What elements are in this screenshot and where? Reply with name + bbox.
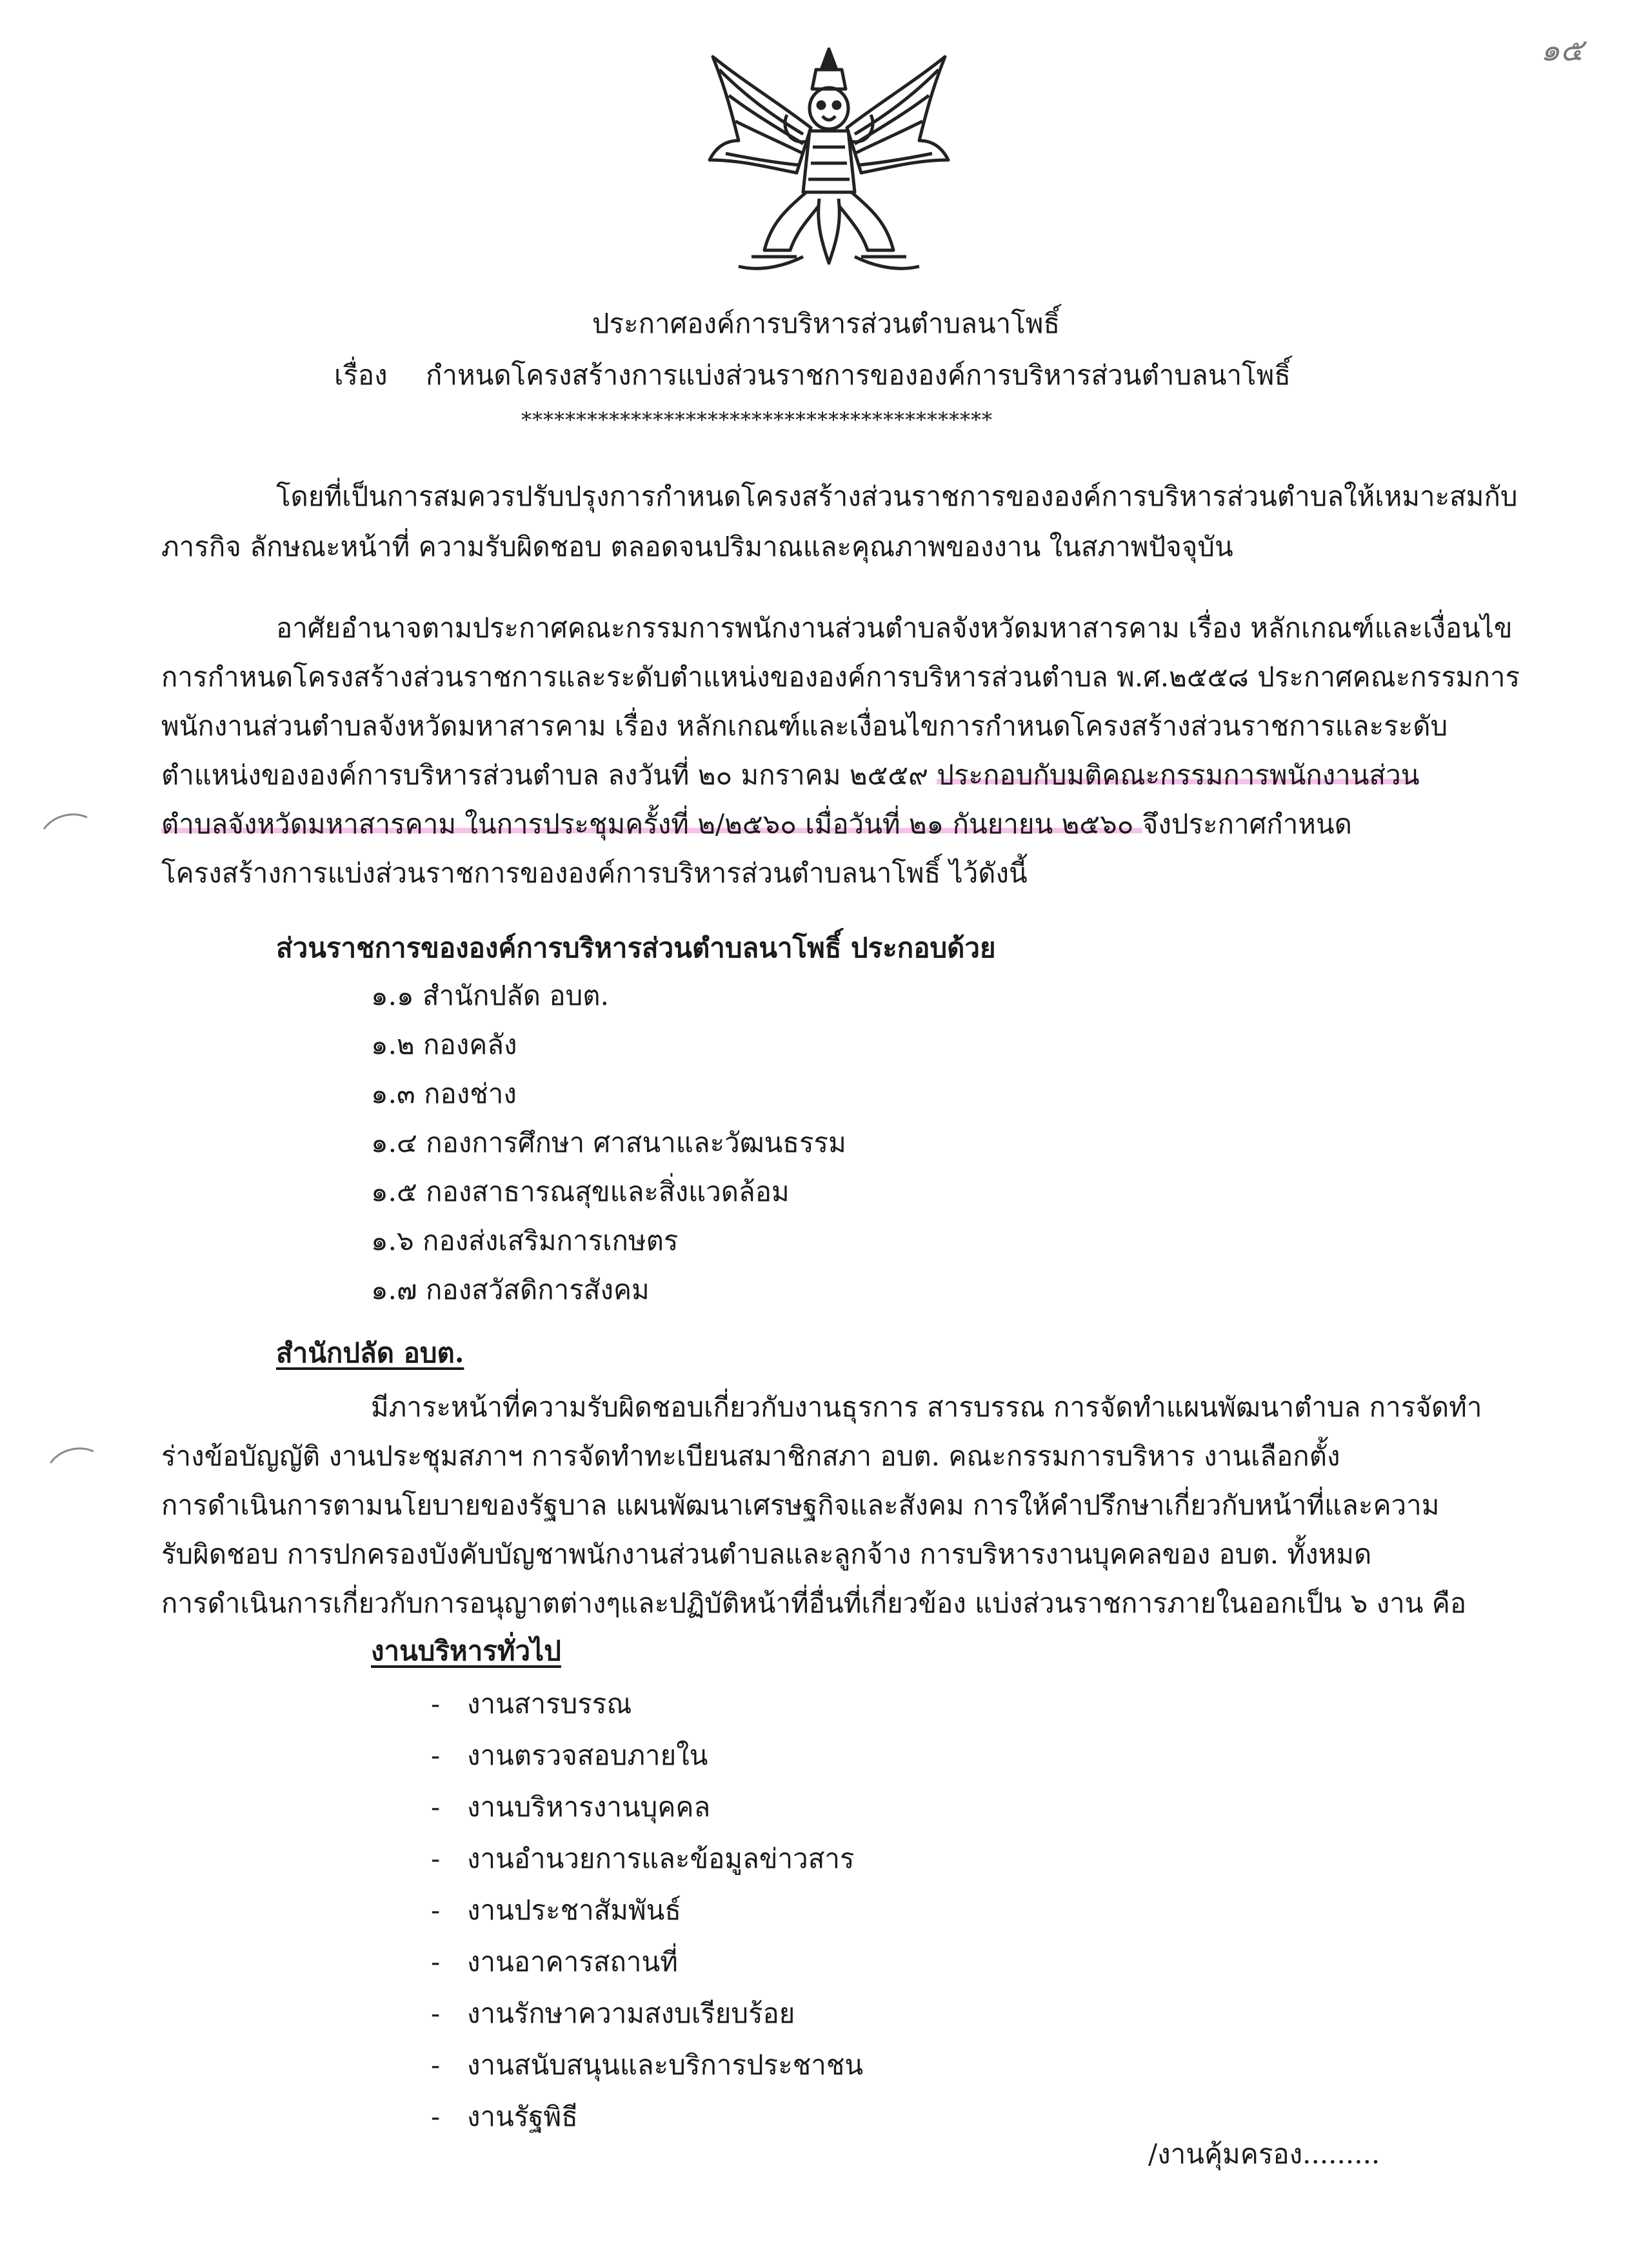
list-item bbox=[431, 1838, 863, 1890]
para2-line3: พนักงานส่วนตำบลจังหวัดมหาสารคาม เรื่อง หลักเกณฑ์และเงื่อนไขการกำหนดโครงสร้างส่วนราชการและระดับ bbox=[161, 710, 1448, 742]
para2-highlight-2: ตำบลจังหวัดมหาสารคาม ในการประชุมครั้งที่ ๒/๒๕๖๐ เมื่อวันที่ ๒๑ กันยายน ๒๕๖๐ bbox=[161, 808, 1142, 840]
list-item-label: งานสารบรรณ bbox=[467, 1688, 632, 1720]
list-item-label: งานรักษาความสงบเรียบร้อย bbox=[467, 1997, 795, 2029]
list-item-label: งานอาคารสถานที่ bbox=[467, 1946, 678, 1977]
page-number: ๑๕ bbox=[1540, 32, 1584, 68]
garuda-emblem-icon bbox=[700, 44, 958, 277]
list-item bbox=[431, 1941, 863, 1993]
list-item-label: งานตรวจสอบภายใน bbox=[467, 1740, 708, 1771]
office-line: การดำเนินการเกี่ยวกับการอนุญาตต่างๆและปฏิบัติหน้าที่อื่นที่เกี่ยวข้อง แบ่งส่วนราชการภายในออกเป็น ๖ งาน คือ bbox=[161, 1587, 1467, 1619]
para2-line5-text: จึงประกาศกำหนด bbox=[1142, 808, 1352, 840]
list-item-label: งานประชาสัมพันธ์ bbox=[467, 1894, 682, 1926]
list-item bbox=[431, 2045, 863, 2096]
divisions-list bbox=[371, 975, 846, 1318]
division-item: ๑.๒ กองคลัง bbox=[371, 1029, 517, 1060]
list-item bbox=[431, 1993, 863, 2045]
general-admin-list bbox=[431, 1683, 863, 2148]
division-item: ๑.๕ กองสาธารณสุขและสิ่งแวดล้อม bbox=[371, 1176, 790, 1207]
para2-line4 bbox=[161, 755, 1419, 796]
division-item: ๑.๑ สำนักปลัด อบต. bbox=[371, 980, 609, 1011]
margin-mark bbox=[34, 807, 106, 870]
office-line: การดำเนินการตามนโยบายของรัฐบาล แผนพัฒนาเศรษฐกิจและสังคม การให้คำปรึกษาเกี่ยวกับหน้าที่และความ bbox=[161, 1489, 1440, 1521]
list-bullet: - bbox=[431, 1894, 441, 1926]
para2-line2: การกำหนดโครงสร้างส่วนราชการและระดับตำแหน่งขององค์การบริหารส่วนตำบล พ.ศ.๒๕๕๘ ประกาศคณะกรรมการ bbox=[161, 661, 1520, 693]
division-item: ๑.๗ กองสวัสดิการสังคม bbox=[371, 1274, 650, 1305]
list-bullet: - bbox=[431, 2101, 441, 2132]
list-bullet: - bbox=[431, 2049, 441, 2081]
para2-line4-text: ตำแหน่งขององค์การบริหารส่วนตำบล ลงวันที่ ๒๐ มกราคม ๒๕๕๙ bbox=[161, 759, 937, 791]
office-line: รับผิดชอบ การปกครองบังคับบัญชาพนักงานส่วนตำบลและลูกจ้าง การบริหารงานบุคคลของ อบต. ทั้งหมด bbox=[161, 1538, 1372, 1570]
para2-highlight-1: ประกอบกับมติคณะกรรมการพนักงานส่วน bbox=[937, 759, 1420, 791]
division-item: ๑.๓ กองช่าง bbox=[371, 1078, 517, 1109]
para1-line2: ภารกิจ ลักษณะหน้าที่ ความรับผิดชอบ ตลอดจนปริมาณและคุณภาพของงาน ในสภาพปัจจุบัน bbox=[161, 531, 1233, 562]
general-admin-heading: งานบริหารทั่วไป bbox=[371, 1635, 561, 1667]
division-item: ๑.๔ กองการศึกษา ศาสนาและวัฒนธรรม bbox=[371, 1127, 846, 1158]
list-item bbox=[431, 2096, 863, 2148]
list-item-label: งานอำนวยการและข้อมูลข่าวสาร bbox=[467, 1843, 855, 1874]
list-item-label: งานสนับสนุนและบริการประชาชน bbox=[467, 2049, 864, 2081]
continuation-text: /งานคุ้มครอง......... bbox=[1148, 2138, 1380, 2170]
announcement-subject: กำหนดโครงสร้างการแบ่งส่วนราชการขององค์การบริหารส่วนตำบลนาโพธิ์ bbox=[426, 359, 1291, 391]
announcement-subject-label: เรื่อง bbox=[334, 359, 388, 391]
para2-line5 bbox=[161, 804, 1352, 845]
divisions-heading: ส่วนราชการขององค์การบริหารส่วนตำบลนาโพธิ์ ประกอบด้วย bbox=[276, 932, 996, 964]
division-item: ๑.๖ กองส่งเสริมการเกษตร bbox=[371, 1225, 679, 1256]
list-bullet: - bbox=[431, 1740, 441, 1771]
list-item bbox=[431, 1683, 863, 1735]
list-item bbox=[431, 1735, 863, 1787]
list-bullet: - bbox=[431, 1997, 441, 2029]
office-line: มีภาระหน้าที่ความรับผิดชอบเกี่ยวกับงานธุรการ สารบรรณ การจัดทำแผนพัฒนาตำบล การจัดทำ bbox=[371, 1391, 1482, 1423]
list-bullet: - bbox=[431, 1843, 441, 1874]
office-line: ร่างข้อบัญญัติ งานประชุมสภาฯ การจัดทำทะเบียนสมาชิกสภา อบต. คณะกรรมการบริหาร งานเลือกตั้ง bbox=[161, 1440, 1340, 1472]
list-item bbox=[431, 1787, 863, 1838]
header-separator: ******************************************* bbox=[521, 408, 993, 432]
list-bullet: - bbox=[431, 1688, 441, 1720]
para2-line6: โครงสร้างการแบ่งส่วนราชการขององค์การบริหารส่วนตำบลนาโพธิ์ ไว้ดังนี้ bbox=[161, 857, 1028, 889]
office-heading: สำนักปลัด อบต. bbox=[276, 1337, 464, 1369]
list-item-label: งานบริหารงานบุคคล bbox=[467, 1791, 711, 1823]
list-bullet: - bbox=[431, 1791, 441, 1823]
para2-line1: อาศัยอำนาจตามประกาศคณะกรรมการพนักงานส่วนตำบลจังหวัดมหาสารคาม เรื่อง หลักเกณฑ์และเงื่อนไข bbox=[276, 612, 1513, 644]
margin-mark bbox=[40, 1441, 112, 1504]
para1-line1: โดยที่เป็นการสมควรปรับปรุงการกำหนดโครงสร้างส่วนราชการขององค์การบริหารส่วนตำบลให้เหมาะสมกับ bbox=[276, 481, 1518, 512]
announcement-title: ประกาศองค์การบริหารส่วนตำบลนาโพธิ์ bbox=[592, 308, 1060, 339]
list-item-label: งานรัฐพิธี bbox=[467, 2101, 578, 2132]
list-item bbox=[431, 1890, 863, 1941]
list-bullet: - bbox=[431, 1946, 441, 1977]
